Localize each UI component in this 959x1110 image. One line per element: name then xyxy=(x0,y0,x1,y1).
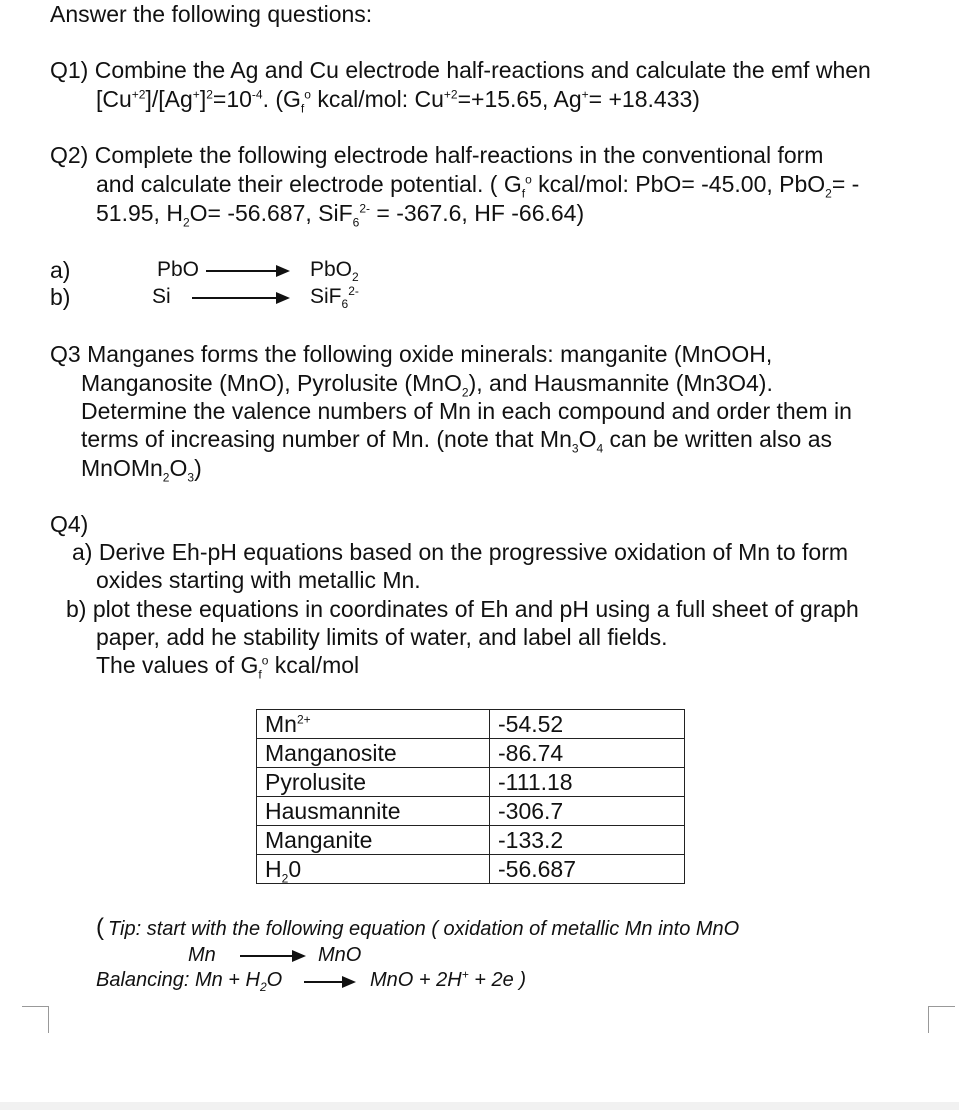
q2-line-3: 51.95, $H_2O= -56.687$, SiF$_6^{2-}$ = -367.6, HF -66.64) xyxy=(96,200,585,230)
table-row xyxy=(257,768,685,797)
table-cell-name: $Mn^{2+}$ xyxy=(257,710,490,739)
heading: Answer the following questions: xyxy=(50,1,373,27)
tip-line-1: Tip: start with the following equation ( oxidation of metallic Mn into MnO xyxy=(108,918,740,940)
reaction-a-arrow xyxy=(206,265,290,277)
page-bottom-edge xyxy=(0,1102,959,1110)
table-cell-value: -306.7 xyxy=(490,797,685,826)
table-cell-value: -56.687 xyxy=(490,855,685,884)
table-cell-value: -111.18 xyxy=(490,768,685,797)
table-row xyxy=(257,797,685,826)
table-cell-value: -133.2 xyxy=(490,826,685,855)
q4-b-line-1: b) plot these equations in coordinates of Eh and pH using a full sheet of graph xyxy=(66,596,859,622)
reaction-b-product: SiF$_6^{2-}$ xyxy=(310,284,359,312)
tip-balancing-left: Balancing: $Mn + H_2O$ xyxy=(96,969,283,994)
table-cell-name: Manganosite xyxy=(257,739,490,768)
reaction-b-reactant: Si xyxy=(152,285,171,308)
table-cell-name: Pyrolusite xyxy=(257,768,490,797)
reaction-b-arrow xyxy=(192,292,290,304)
table-cell-value: -86.74 xyxy=(490,739,685,768)
tip-arrow-1 xyxy=(240,950,306,962)
table-cell-name: Hausmannite xyxy=(257,797,490,826)
tip-product: MnO xyxy=(318,944,362,966)
q3-line-2: Manganosite (MnO), Pyrolusite (MnO$_2$), and Hausmannite (Mn3O4). xyxy=(81,370,773,400)
q3-line-1: Q3 Manganes forms the following oxide minerals: manganite (MnOOH, xyxy=(50,341,773,367)
table-cell-value: -54.52 xyxy=(490,710,685,739)
q1-line-1: Q1) Combine the Ag and Cu electrode half-reactions and calculate the emf when xyxy=(50,57,871,83)
reaction-a-label: a) xyxy=(50,257,71,283)
table-row xyxy=(257,826,685,855)
q4-a-line-2: oxides starting with metallic Mn. xyxy=(96,567,421,593)
q4-a-line-1: a) Derive Eh-pH equations based on the progressive oxidation of Mn to form xyxy=(72,539,849,565)
table-cell-name: $H_20$ xyxy=(257,855,490,884)
tip-arrow-2 xyxy=(304,976,356,988)
q3-line-4: terms of increasing number of Mn. (note that $Mn_3O_4$ can be written also as xyxy=(81,426,832,456)
q3-line-5: $MnOMn_2O_3$) xyxy=(81,455,202,485)
table-row xyxy=(257,710,685,739)
reaction-a-reactant: PbO xyxy=(157,258,200,281)
q1-line-2: $[Cu^{+2}]/[Ag^+]^2=10^{-4}$. ($G_f^o$ kcal/mol: $Cu^{+2}=+15.65$, Ag+= +18.433) xyxy=(96,86,700,116)
table-cell-name: Manganite xyxy=(257,826,490,855)
tip-balancing-right: MnO + 2H+ + 2e ) xyxy=(370,967,526,991)
q2-line-1: Q2) Complete the following electrode half-reactions in the conventional form xyxy=(50,142,824,168)
reaction-b-label: b) xyxy=(50,284,71,310)
corner-mark-right xyxy=(928,1006,955,1033)
tip-open-paren: ( xyxy=(96,914,104,941)
q4-b-line-2: paper, add he stability limits of water, and label all fields. xyxy=(96,624,668,650)
table-row xyxy=(257,739,685,768)
q4-values-heading: The values of $G_f^o$ kcal/mol xyxy=(96,652,360,682)
tip-reactant: Mn xyxy=(188,944,216,966)
q4-title: Q4) xyxy=(50,511,89,537)
q3-line-3: Determine the valence numbers of Mn in each compound and order them in xyxy=(81,398,852,424)
gibbs-energy-table xyxy=(256,709,685,884)
q2-line-2: and calculate their electrode potential. ( $G_f^o$ kcal/mol: PbO= -45.00, PbO$_2$= - xyxy=(96,171,860,201)
corner-mark-left xyxy=(22,1006,49,1033)
reaction-a-product: PbO$_2$ xyxy=(310,258,359,285)
table-row xyxy=(257,855,685,884)
